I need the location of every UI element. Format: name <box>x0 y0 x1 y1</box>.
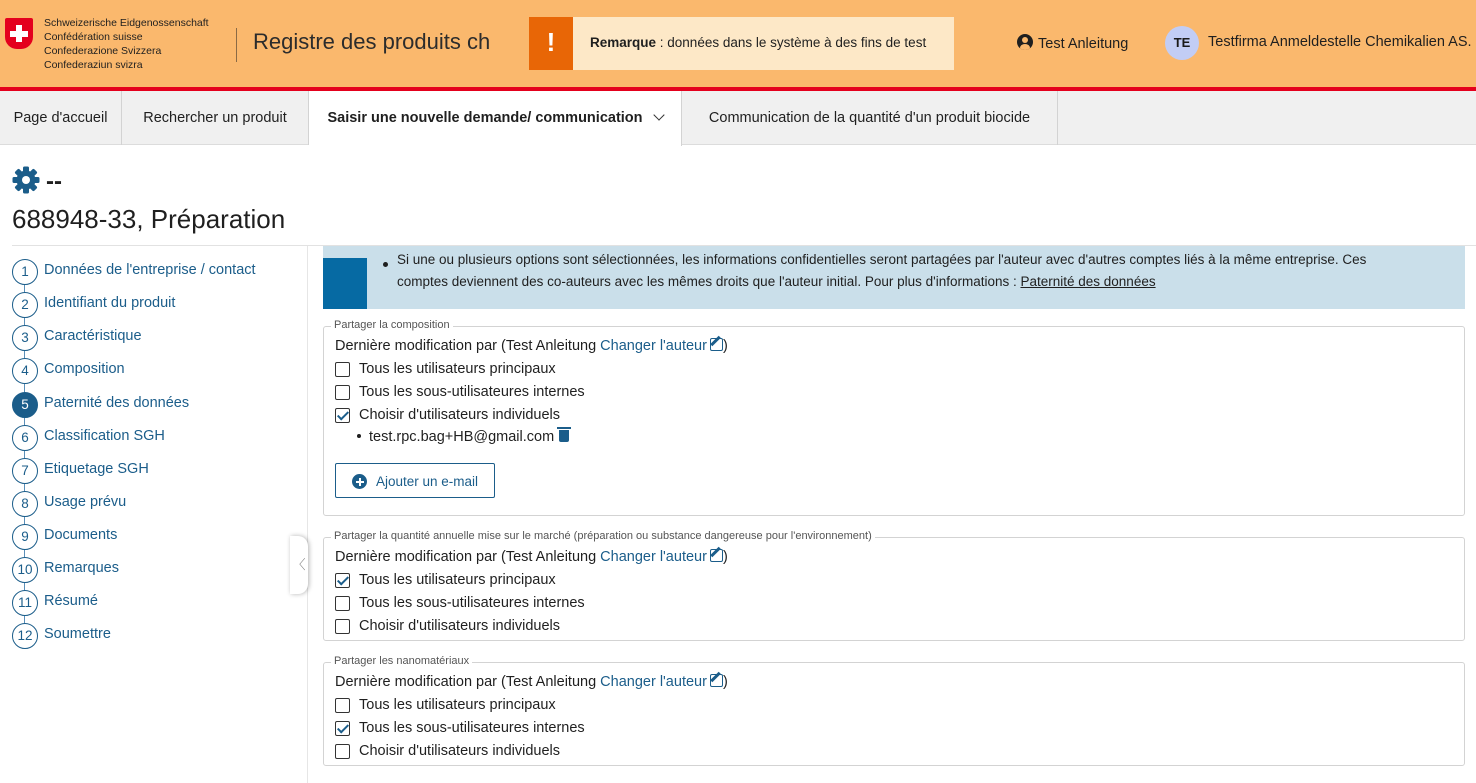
step-number: 2 <box>12 292 38 318</box>
trash-icon[interactable] <box>559 430 569 442</box>
checkbox-checked[interactable] <box>335 573 350 588</box>
step-number: 8 <box>12 491 38 517</box>
step-label: Remarques <box>44 560 119 576</box>
tab-search-product[interactable] <box>122 91 309 145</box>
option-label: Tous les sous-utilisateures internes <box>359 384 585 400</box>
bullet <box>357 434 361 438</box>
site-title[interactable]: Registre des produits ch <box>253 29 491 54</box>
tab-biocide-quantity[interactable] <box>682 91 1058 145</box>
test-remark-banner <box>529 17 954 70</box>
step-label: Soumettre <box>44 626 111 642</box>
header-bar <box>0 0 1476 87</box>
section-legend: Partager la composition <box>331 319 453 331</box>
last-modified-text: Dernière modification par (Test Anleitung <box>335 549 601 565</box>
checkbox[interactable] <box>335 385 350 400</box>
step-number: 3 <box>12 325 38 351</box>
last-modified <box>335 338 728 354</box>
confederation-line: Confédération suisse <box>44 31 143 43</box>
confederation-line: Schweizerische Eidgenossenschaft <box>44 17 209 29</box>
tab-home[interactable] <box>0 91 122 145</box>
gear-icon <box>12 166 40 194</box>
tab-label: Saisir une nouvelle demande/ communication <box>327 110 643 126</box>
tab-new-request[interactable] <box>309 91 682 146</box>
remark-text <box>590 35 926 50</box>
edit-icon <box>710 674 723 687</box>
share-annual-quantity-section <box>323 530 1465 641</box>
step-number: 7 <box>12 458 38 484</box>
step-number: 4 <box>12 358 38 384</box>
info-text-line: Si une ou plusieurs options sont sélectionnées, les informations confidentielles seront partagées par l'auteur avec d'autres comptes liés à la même entreprise. Ces <box>397 252 1367 267</box>
step-label: Résumé <box>44 593 98 609</box>
change-author-label: Changer l'auteur <box>600 549 707 565</box>
option-label: Tous les sous-utilisateures internes <box>359 595 585 611</box>
section-legend: Partager la quantité annuelle mise sur le marché (préparation ou substance dangereuse pour l'environnement) <box>331 530 875 542</box>
edit-icon <box>710 338 723 351</box>
confederation-line: Confederazione Svizzera <box>44 45 162 57</box>
step-number: 12 <box>12 623 38 649</box>
option-label: Choisir d'utilisateurs individuels <box>359 618 561 634</box>
step-label: Caractéristique <box>44 328 142 344</box>
main-nav <box>0 91 1476 145</box>
company-name[interactable]: Testfirma Anmeldestelle Chemikalien AS. <box>1208 34 1472 50</box>
section-legend: Partager les nanomatériaux <box>331 655 472 667</box>
user-menu[interactable] <box>1017 34 1128 52</box>
last-modified-suffix: ) <box>722 674 728 690</box>
step-number: 11 <box>12 590 38 616</box>
last-modified <box>335 549 728 565</box>
step-label: Etiquetage SGH <box>44 461 149 477</box>
step-label: Données de l'entreprise / contact <box>44 262 256 278</box>
exclamation-icon: ! <box>529 17 573 70</box>
step-label: Paternité des données <box>44 395 190 411</box>
info-bullet <box>383 262 388 267</box>
change-author-label: Changer l'auteur <box>600 674 707 690</box>
confederation-text <box>44 16 209 72</box>
info-stripe <box>323 258 367 309</box>
step-number: 9 <box>12 524 38 550</box>
confederation-line: Confederaziun svizra <box>44 59 143 71</box>
step-number: 10 <box>12 557 38 583</box>
step-label: Classification SGH <box>44 428 165 444</box>
tab-label: Page d'accueil <box>13 110 108 126</box>
checkbox[interactable] <box>335 744 350 759</box>
option-label: Tous les utilisateurs principaux <box>359 361 556 377</box>
checkbox[interactable] <box>335 596 350 611</box>
option-label: Choisir d'utilisateurs individuels <box>359 743 561 759</box>
step-label: Documents <box>44 527 118 543</box>
page-subtitle: -- <box>46 168 62 195</box>
step-label: Composition <box>44 361 125 377</box>
user-name: Test Anleitung <box>1038 36 1129 52</box>
add-email-button[interactable] <box>335 463 495 498</box>
swiss-flag-logo[interactable] <box>5 18 33 49</box>
last-modified-suffix: ) <box>722 338 728 354</box>
tab-label: Communication de la quantité d'un produit biocide <box>708 110 1031 126</box>
step-label: Identifiant du produit <box>44 295 176 311</box>
email-address: test.rpc.bag+HB@gmail.com <box>369 429 555 445</box>
header-divider <box>236 28 237 62</box>
avatar[interactable]: TE <box>1165 26 1199 60</box>
change-author-label: Changer l'auteur <box>600 338 707 354</box>
chevron-down-icon <box>653 109 664 120</box>
step-number: 5 <box>12 392 38 418</box>
last-modified-text: Dernière modification par (Test Anleitung <box>335 338 601 354</box>
remark-message: : données dans le système à des fins de test <box>656 35 927 50</box>
change-author-link[interactable] <box>600 549 723 565</box>
option-label: Tous les utilisateurs principaux <box>359 572 556 588</box>
info-box <box>323 246 1465 309</box>
email-list-item <box>357 429 569 445</box>
option-label: Tous les sous-utilisateures internes <box>359 720 585 736</box>
option-label: Tous les utilisateurs principaux <box>359 697 556 713</box>
collapse-sidebar-button[interactable] <box>290 536 308 594</box>
last-modified-text: Dernière modification par (Test Anleitung <box>335 674 601 690</box>
step-number: 6 <box>12 425 38 451</box>
share-composition-section <box>323 319 1465 516</box>
step-number: 1 <box>12 259 38 285</box>
change-author-link[interactable] <box>600 674 723 690</box>
step-label: Usage prévu <box>44 494 127 510</box>
checkbox[interactable] <box>335 698 350 713</box>
share-nanomaterials-section <box>323 655 1465 766</box>
checkbox[interactable] <box>335 362 350 377</box>
change-author-link[interactable] <box>600 338 723 354</box>
edit-icon <box>710 549 723 562</box>
last-modified-suffix: ) <box>722 549 728 565</box>
option-label: Choisir d'utilisateurs individuels <box>359 407 561 423</box>
checkbox[interactable] <box>335 619 350 634</box>
tab-label: Rechercher un produit <box>143 110 287 126</box>
checkbox-checked[interactable] <box>335 721 350 736</box>
user-circle-icon <box>1017 34 1033 50</box>
plus-circle-icon <box>352 474 367 489</box>
data-ownership-link[interactable]: Paternité des données <box>1020 274 1156 289</box>
info-text: comptes deviennent des co-auteurs avec les mêmes droits que l'auteur initial. Pour plus d'informations : <box>397 274 1021 289</box>
page-title: 688948-33, Préparation <box>12 204 286 234</box>
info-text-line <box>397 274 1156 289</box>
checkbox-checked[interactable] <box>335 408 350 423</box>
last-modified <box>335 674 728 690</box>
remark-label: Remarque <box>590 35 657 50</box>
add-email-label: Ajouter un e-mail <box>376 474 479 489</box>
sidebar-divider <box>307 246 308 783</box>
chevron-left-icon: 〈 <box>292 557 306 572</box>
